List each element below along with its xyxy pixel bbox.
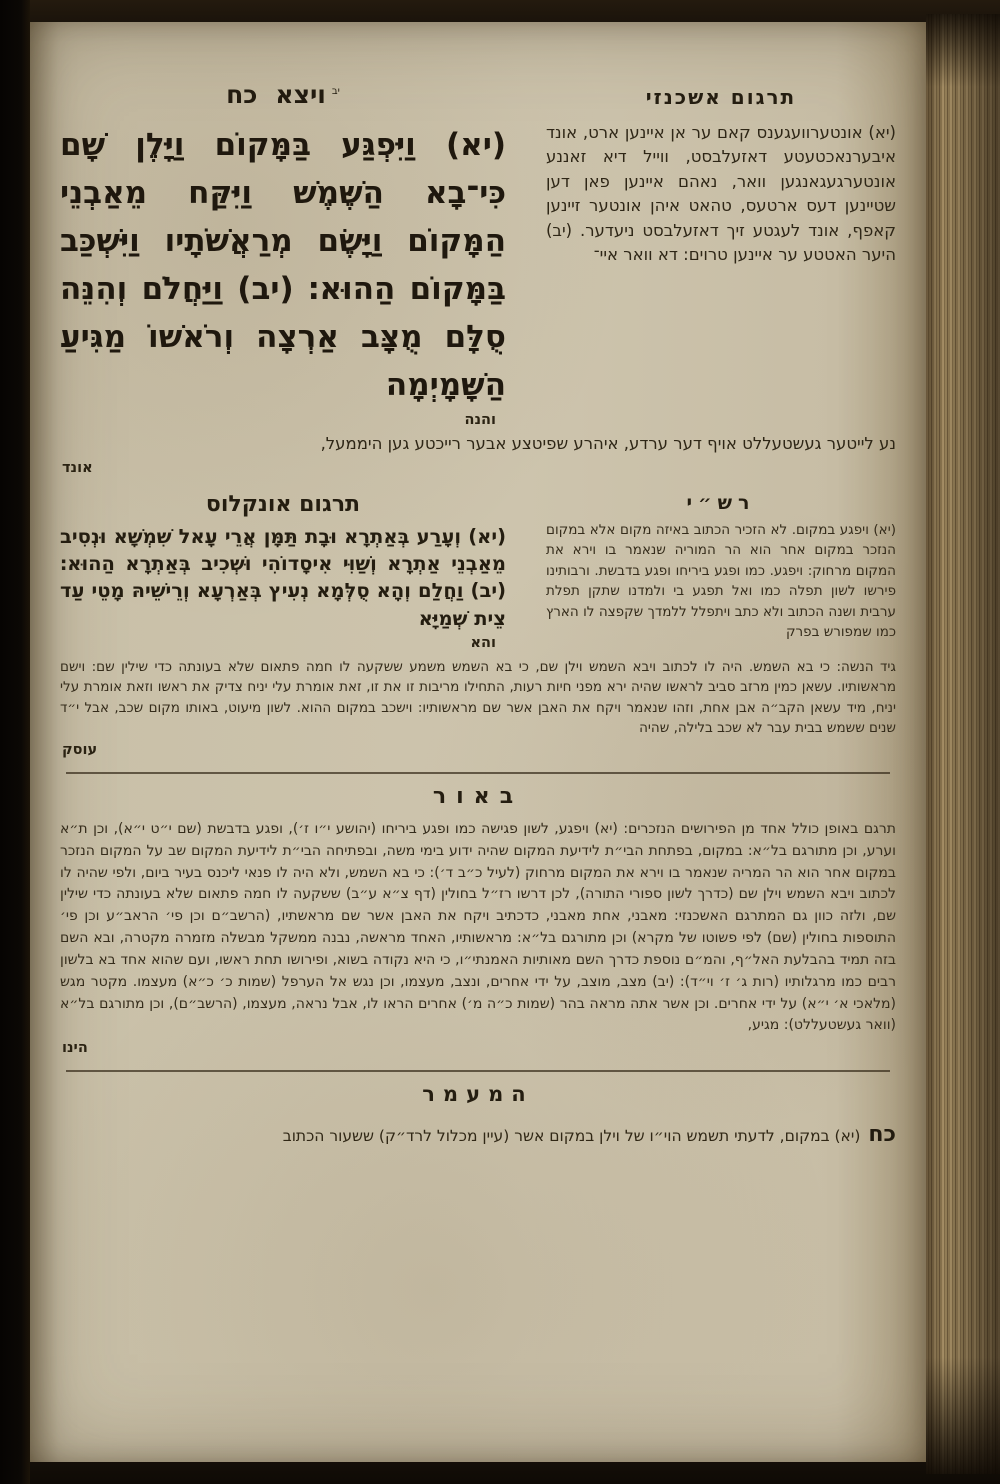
middle-section [60, 492, 896, 651]
hameamer-text [60, 1118, 896, 1151]
targum-ashkenazi-column [546, 121, 896, 267]
torah-text-column [60, 121, 506, 428]
parsha-name: ויצא [275, 80, 326, 109]
signature-mark: יב [331, 85, 340, 97]
book-page [30, 22, 926, 1462]
rashi-commentary-text: (יא) ויפגע במקום. לא הזכיר הכתוב באיזה מקום אלא במקום הנזכר במקום אחר הוא הר המוריה שנאמר בו וירא את המקום מרחוק: ויפגע. כמו ופגע ביריחו ופגע בדבשת. ורבותינו פירשו לשון תפלה כמו ואל תפגע בי ולמדנו שתקן תפלת ערבית ושנה הכתוב ולא כתב ויתפלל ללמדך שקפצה לו הארץ כמו שמפורש בפרק [546, 521, 896, 641]
biur-commentary-text: תרגם באופן כולל אחד מן הפירושים הנזכרים: (יא) ויפגע, לשון פגישה כמו ופגע ביריחו (יהושע י״ו ז׳), ופגע בדבשת (שם י״ט י״א), וכן ת״א וערע, וכן מתורגם בל״א: במקום, בפתחת הבי״ת לידיעת המקום שהיה ידוע בימי משה, ובפתיחה הבי״ת לידיעת המקום שב על המקום הנזכר במקום אחר הוא הר המריה שנאמר בו וירא את המקום מרחוק (לעיל כ״ב ד׳): כי בא השמש, ולא היה לו פנאי ליכנס בעיר ביום, ולפי שהיה לו לכתוב ויבא השמש וילן שם (כדרך לשון ספורי התורה), לכן דרשו רז״ל בחולין (דף צ״א ע״ב) ששקעה לו חמה פתאום שלא בעונתה כדי שילין שם, ולזה כוון גם המתרגם האשכנזי: מאבני, אחת מאבני, כדכתיב ויקח את האבן אשר שם מראשתיו, (הרשב״ם וכן פי׳ הראב״ע וכן פי׳ התוספות בחולין (שם) לפי פשוטו של מקרא) וכן מתורגם בל״א: מראשותיו, האחד מראשה, נבנה ממשקל מבשלה מזמרה מקטרה, ובא השם בזה תמיד בהבלעת האל״ף, והמ״ם נוספת כדרך השם מאותיות האמנתי״ו, כי היא נקודה בשוא, ופירושו תחת ראשו, ועם שהוא אחד בא בלשון רבים כמו מרגלותיו (רות ג׳ ז׳ וי״ד): (יב) מצב, מוצב, על ידי אחרים, ונצב, מעצמו, וכן נגש אל הערפל (שמות כ׳ כ״א) מעצמו. מקטר מגש (מלאכי א׳ י״א) על ידי אחרים. וכן אשר אתה מראה בהר (שמות כ״ה מ׳) אחרים הראו לו, אבל נראה, מעצמו, (הרשב״ם), וכן מתורגם בל״א (וואר געשטעללט): מגיע, [60, 820, 896, 1034]
targum-ashkenazi-text: (יא) אונטערוועגענס קאם ער אן איינען ארט, אונד איבערנאכטעטע דאזעלבסט, ווייל דיא זאננע אונטערגעגאנגען וואר, נאהם איינען פאן דען שטיינען דעס ארטעס, טהאט איהן אונטער זיינען קאפף, אונד לעגטע זיך דאזעלבסט ניעדער. (יב) היער האטטע ער איינען טרוים: דא וואר איי־ [546, 123, 896, 265]
running-header [60, 80, 896, 109]
hameamer-title: המעמר [422, 1082, 534, 1107]
torah-catchword: והנה [464, 412, 496, 429]
top-section [60, 121, 896, 428]
targum-ashkenazi-continued: נע לייטער געשטעללט אויף דער ערדע, איהרע שפיטצע אבער רייכטע גען היממעל, [320, 434, 896, 454]
torah-verses: (יא) וַיִּפְגַּע בַּמָּקוֹם וַיָּלֶן שָׁם כִּי־בָא הַשֶּׁמֶשׁ וַיִּקַּח מֵאַבְנֵי הַמָּקוֹם וַיָּשֶׂם מְרַאֲשֹׁתָיו וַיִּשְׁכַּב בַּמָּקוֹם הַהוּא׃ (יב) וַיַּחֲלֹם וְהִנֵּה סֻלָּם מֻצָּב אַרְצָה וְרֹאשׁוֹ מַגִּיעַ הַשָּׁמָיְמָה [60, 127, 506, 404]
chapter-number: כח [226, 80, 258, 109]
page-edge-stack [926, 14, 1000, 1474]
header-parsha [60, 80, 506, 109]
onkelos-column [60, 492, 506, 651]
header-targum-ashkenazi: תרגום אשכנזי [645, 85, 797, 109]
onkelos-text: (יא) וְעָרַע בְּאַתְרָא וּבָת תַּמָּן אֲרֵי עָאל שִׁמְשָׁא וּנְסִיב מֵאַבְנֵי אַתְרָא וְשַׁוִּי אִיסָדוֹהִי וּשְׁכִיב בְּאַתְרָא הַהוּא׃ (יב) וַחֲלַם וְהָא סֻלְּמָא נְעִיץ בְּאַרְעָא וְרֵישֵׁיהּ מָטֵי עַד צֵית שְׁמַיָּא [60, 524, 506, 630]
rashi-continued: גיד הנשה: כי בא השמש. היה לו לכתוב ויבא השמש וילן שם, כי בא השמש משמע ששקעה לו חמה פתאום שלא בעונתה כדי שילין שם: וישם מראשותיו. עשאן כמין מרזב סביב לראשו שהיה ירא מפני חיות רעות, התחילו מריבות זו את זו, זאת אומרת עלי יניח צדיק את ראשו וזאת אומרת עלי יניח, מיד עשאן הקב״ה אבן אחת, וזהו שנאמר ויקח את האבן אשר שם מראשותיו: וישכב במקום ההוא. לשון מיעוט, באותו מקום שכב, אבל י״ד שנים ששמש בבית עבר לא שכב בלילה, שהיה [60, 658, 896, 737]
section-divider [66, 1070, 890, 1072]
rashi-column [546, 492, 896, 643]
onkelos-catchword: והא [470, 634, 496, 651]
biur-title: באור [432, 783, 524, 809]
section-divider [66, 772, 890, 774]
hameamer-body: (יא) במקום, לדעתי תשמש הוי״ו של וילן במקום אשר (עיין מכלול לרד״ק) ששעור הכתוב [282, 1127, 861, 1146]
page-content [30, 22, 926, 1151]
onkelos-title: תרגום אונקלוס [205, 491, 361, 517]
targum-ashkenazi-catchword: אונד [62, 459, 93, 476]
biur-catchword: הינו [62, 1040, 88, 1057]
hameamer-chapter-number: כח [868, 1122, 896, 1148]
binding-shadow [0, 0, 30, 1484]
rashi-title: רש״י [686, 491, 756, 514]
rashi-catchword: עוסק [62, 741, 98, 758]
